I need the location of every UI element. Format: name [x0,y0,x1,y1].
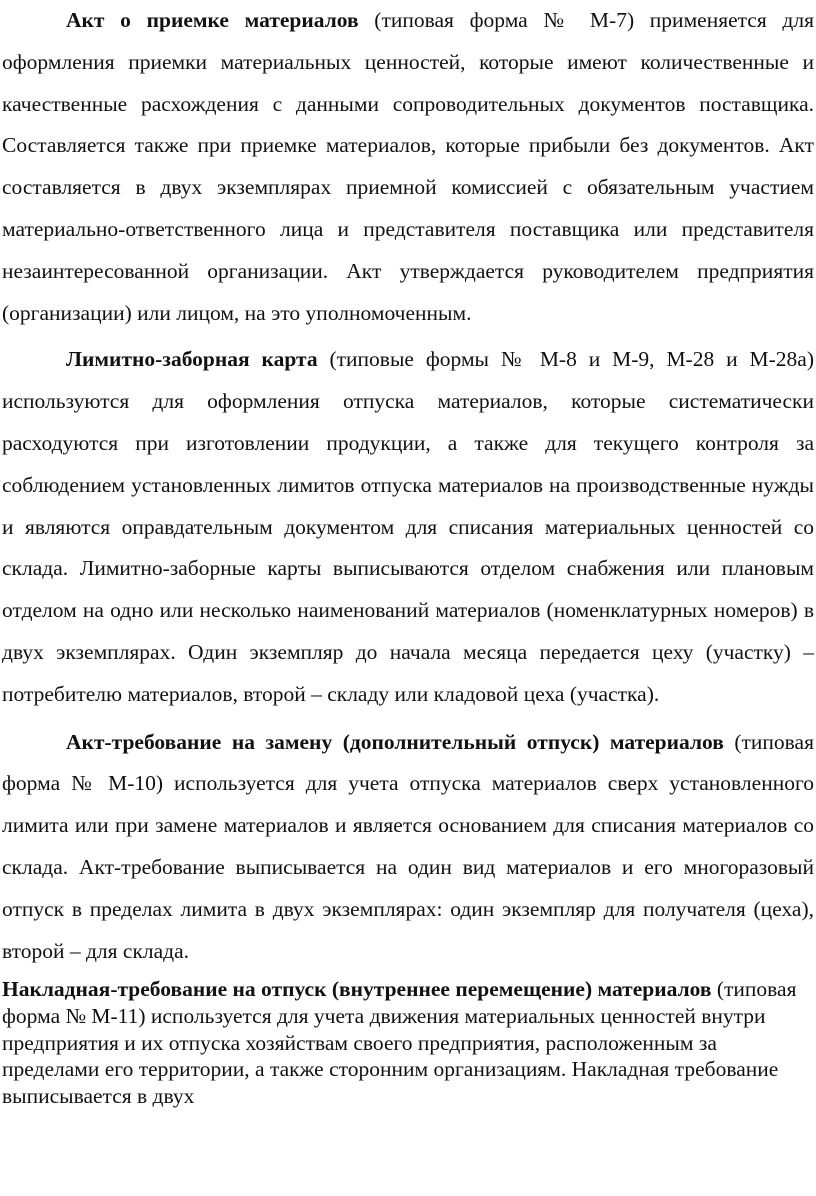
paragraph-invoice-requirement-text: (типовая форма № М-11) используется для учета движения материальных ценностей внутри предприятия и их отпуска хозяйствам своего предприятия, расположенным за пределами его территории, а также сторонним организациям. Накладная требование выписывается в двух [2,977,797,1108]
paragraph-act-receipt [2,0,814,334]
term-act-receipt: Акт о приемке материалов [66,8,359,32]
paragraph-act-requirement-text: (типовая форма № М-10) используется для учета отпуска материалов сверх установленного лимита или при замене материалов и является основанием для списания материалов со склада. Акт-требование выписывается на один вид материалов и его многоразовый отпуск в пределах лимита в двух экземплярах: один экземпляр для получателя (цеха), второй – для склада. [2,729,814,963]
term-limit-card: Лимитно-заборная карта [66,347,318,372]
paragraph-limit-card [2,339,814,715]
term-act-requirement: Акт-требование на замену (дополнительный отпуск) материалов [66,729,724,754]
term-invoice-requirement: Накладная-требование на отпуск (внутреннее перемещение) материалов [2,977,712,1002]
paragraph-invoice-requirement [2,976,814,1109]
paragraph-limit-card-text: (типовые формы № М-8 и М-9, М-28 и М-28а) используются для оформления отпуска материалов, которые систематически расходуются при изготовлении продукции, а также для текущего контроля за соблюдением установленных лимитов отпуска материалов на производственные нужды и являются оправдательным документом для списания материальных ценностей со склада. Лимитно-заборные карты выписываются отделом снабжения или плановым отделом на одно или несколько наименований материалов (номенклатурных номеров) в двух экземплярах. Один экземпляр до начала месяца передается цеху (участку) – потребителю материалов, второй – складу или кладовой цеха (участка). [2,347,814,706]
paragraph-act-requirement [2,722,814,973]
paragraph-act-receipt-text: (типовая форма № М-7) применяется для оформления приемки материальных ценностей, которые имеют количественные и качественные расхождения с данными сопроводительных документов поставщика. Составляется также при приемке материалов, которые прибыли без документов. Акт составляется в двух экземплярах приемной комиссией с обязательным участием материально-ответственного лица и представителя поставщика или представителя незаинтересованной организации. Акт утверждается руководителем предприятия (организации) или лицом, на это уполномоченным. [2,8,814,325]
